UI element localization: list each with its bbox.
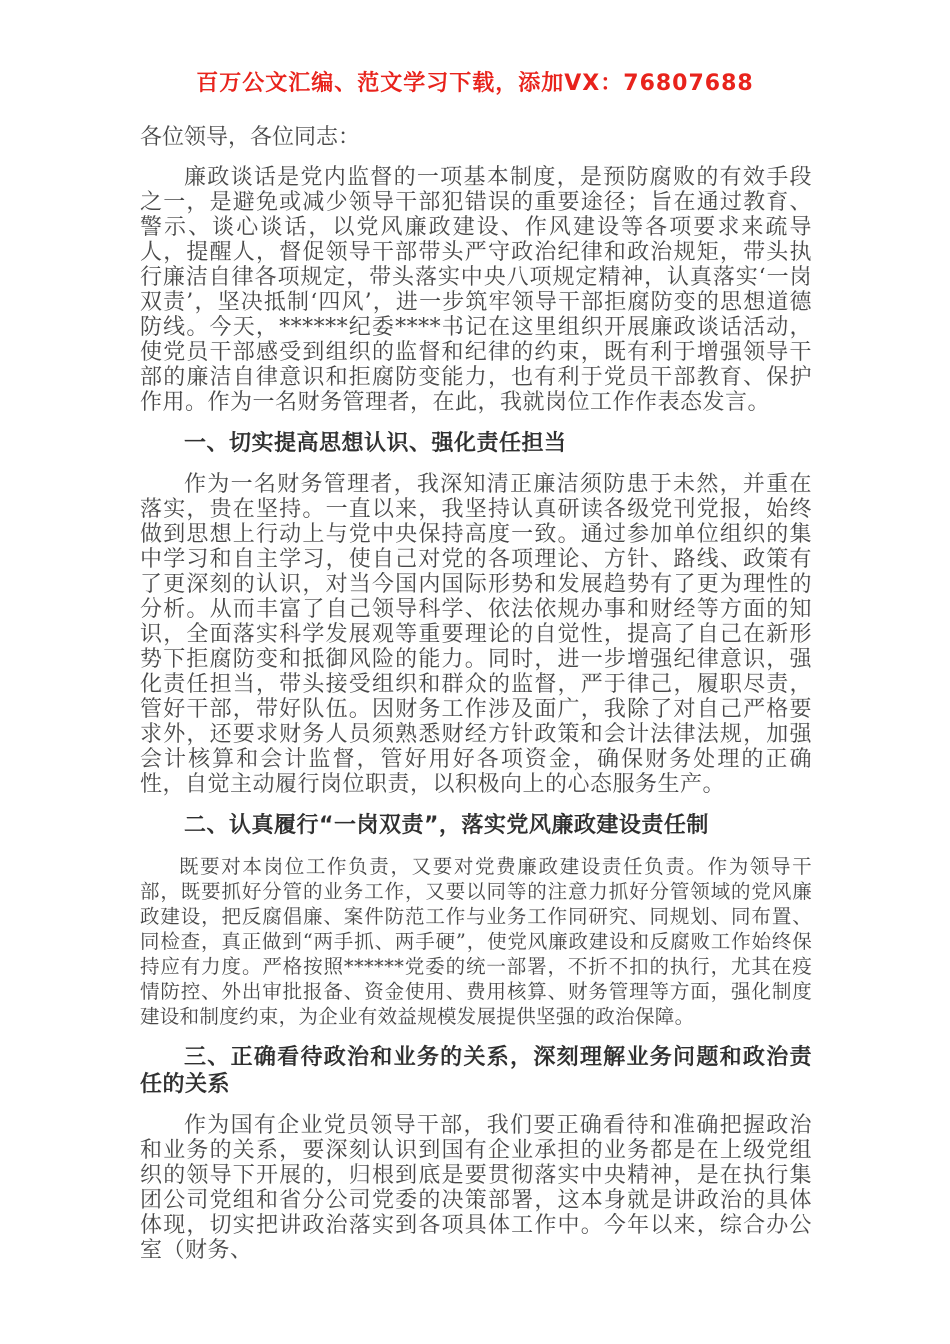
section-3-paragraph: 作为国有企业党员领导干部，我们要正确看待和准确把握政治和业务的关系，要深刻认识到国有企业承担的业务都是在上级党组织的领导下开展的，归根到底是要贯彻落实中央精神，是在执行集团公司党组和省分公司党委的决策部署，这本身就是讲政治的具体体现，切实把讲政治落实到各项具体工作中。今年以来，综合办公室（财务、 [140, 1113, 812, 1263]
document-content [140, 125, 812, 1263]
section-3-heading: 三、正确看待政治和业务的关系，深刻理解业务问题和政治责任的关系 [140, 1045, 812, 1097]
section-1-paragraph: 作为一名财务管理者，我深知清正廉洁须防患于未然，并重在落实，贵在坚持。一直以来，我坚持认真研读各级党刊党报，始终做到思想上行动上与党中央保持高度一致。通过参加单位组织的集中学习和自主学习，使自己对党的各项理论、方针、路线、政策有了更深刻的认识，对当今国内国际形势和发展趋势有了更为理性的分析。从而丰富了自己领导科学、依法依规办事和财经等方面的知识，全面落实科学发展观等重要理论的自觉性，提高了自己在新形势下拒腐防变和抵御风险的能力。同时，进一步增强纪律意识，强化责任担当，带头接受组织和群众的监督，严于律己，履职尽责，管好干部，带好队伍。因财务工作涉及面广，我除了对自己严格要求外，还要求财务人员须熟悉财经方针政策和会计法律法规，加强会计核算和会计监督，管好用好各项资金，确保财务处理的正确性，自觉主动履行岗位职责，以积极向上的心态服务生产。 [140, 472, 812, 797]
salutation: 各位领导，各位同志： [140, 125, 361, 150]
intro-paragraph: 廉政谈话是党内监督的一项基本制度，是预防腐败的有效手段之一，是避免或减少领导干部犯错误的重要途径；旨在通过教育、警示、谈心谈话，以党风廉政建设、作风建设等各项要求来疏导人，提醒人，督促领导干部带头严守政治纪律和政治规矩，带头执行廉洁自律各项规定，带头落实中央八项规定精神，认真落实‘一岗双责’，坚决抵制‘四风’，进一步筑牢领导干部拒腐防变的思想道德防线。今天，******纪委****书记在这里组织开展廉政谈话活动，使党员干部感受到组织的监督和纪律的约束，既有利于增强领导干部的廉洁自律意识和拒腐防变能力，也有利于党员干部教育、保护作用。作为一名财务管理者，在此，我就岗位工作作表态发言。 [140, 165, 812, 415]
promo-banner: 百万公文汇编、范文学习下载，添加VX：76807688 [196, 71, 754, 96]
section-2-paragraph: 既要对本岗位工作负责，又要对党费廉政建设责任负责。作为领导干部，既要抓好分管的业务工作，又要以同等的注意力抓好分管领域的党风廉政建设，把反腐倡廉、案件防范工作与业务工作同研究、同规划、同布置、同检查，真正做到“两手抓、两手硬”，使党风廉政建设和反腐败工作始终保持应有力度。严格按照******党委的统一部署，不折不扣的执行，尤其在疫情防控、外出审批报备、资金使用、费用核算、财务管理等方面，强化制度建设和制度约束，为企业有效益规模发展提供坚强的政治保障。 [140, 855, 812, 1028]
section-1-heading: 一、切实提高思想认识、强化责任担当 [184, 431, 567, 456]
section-2-heading: 二、认真履行“一岗双责”，落实党风廉政建设责任制 [184, 813, 709, 838]
